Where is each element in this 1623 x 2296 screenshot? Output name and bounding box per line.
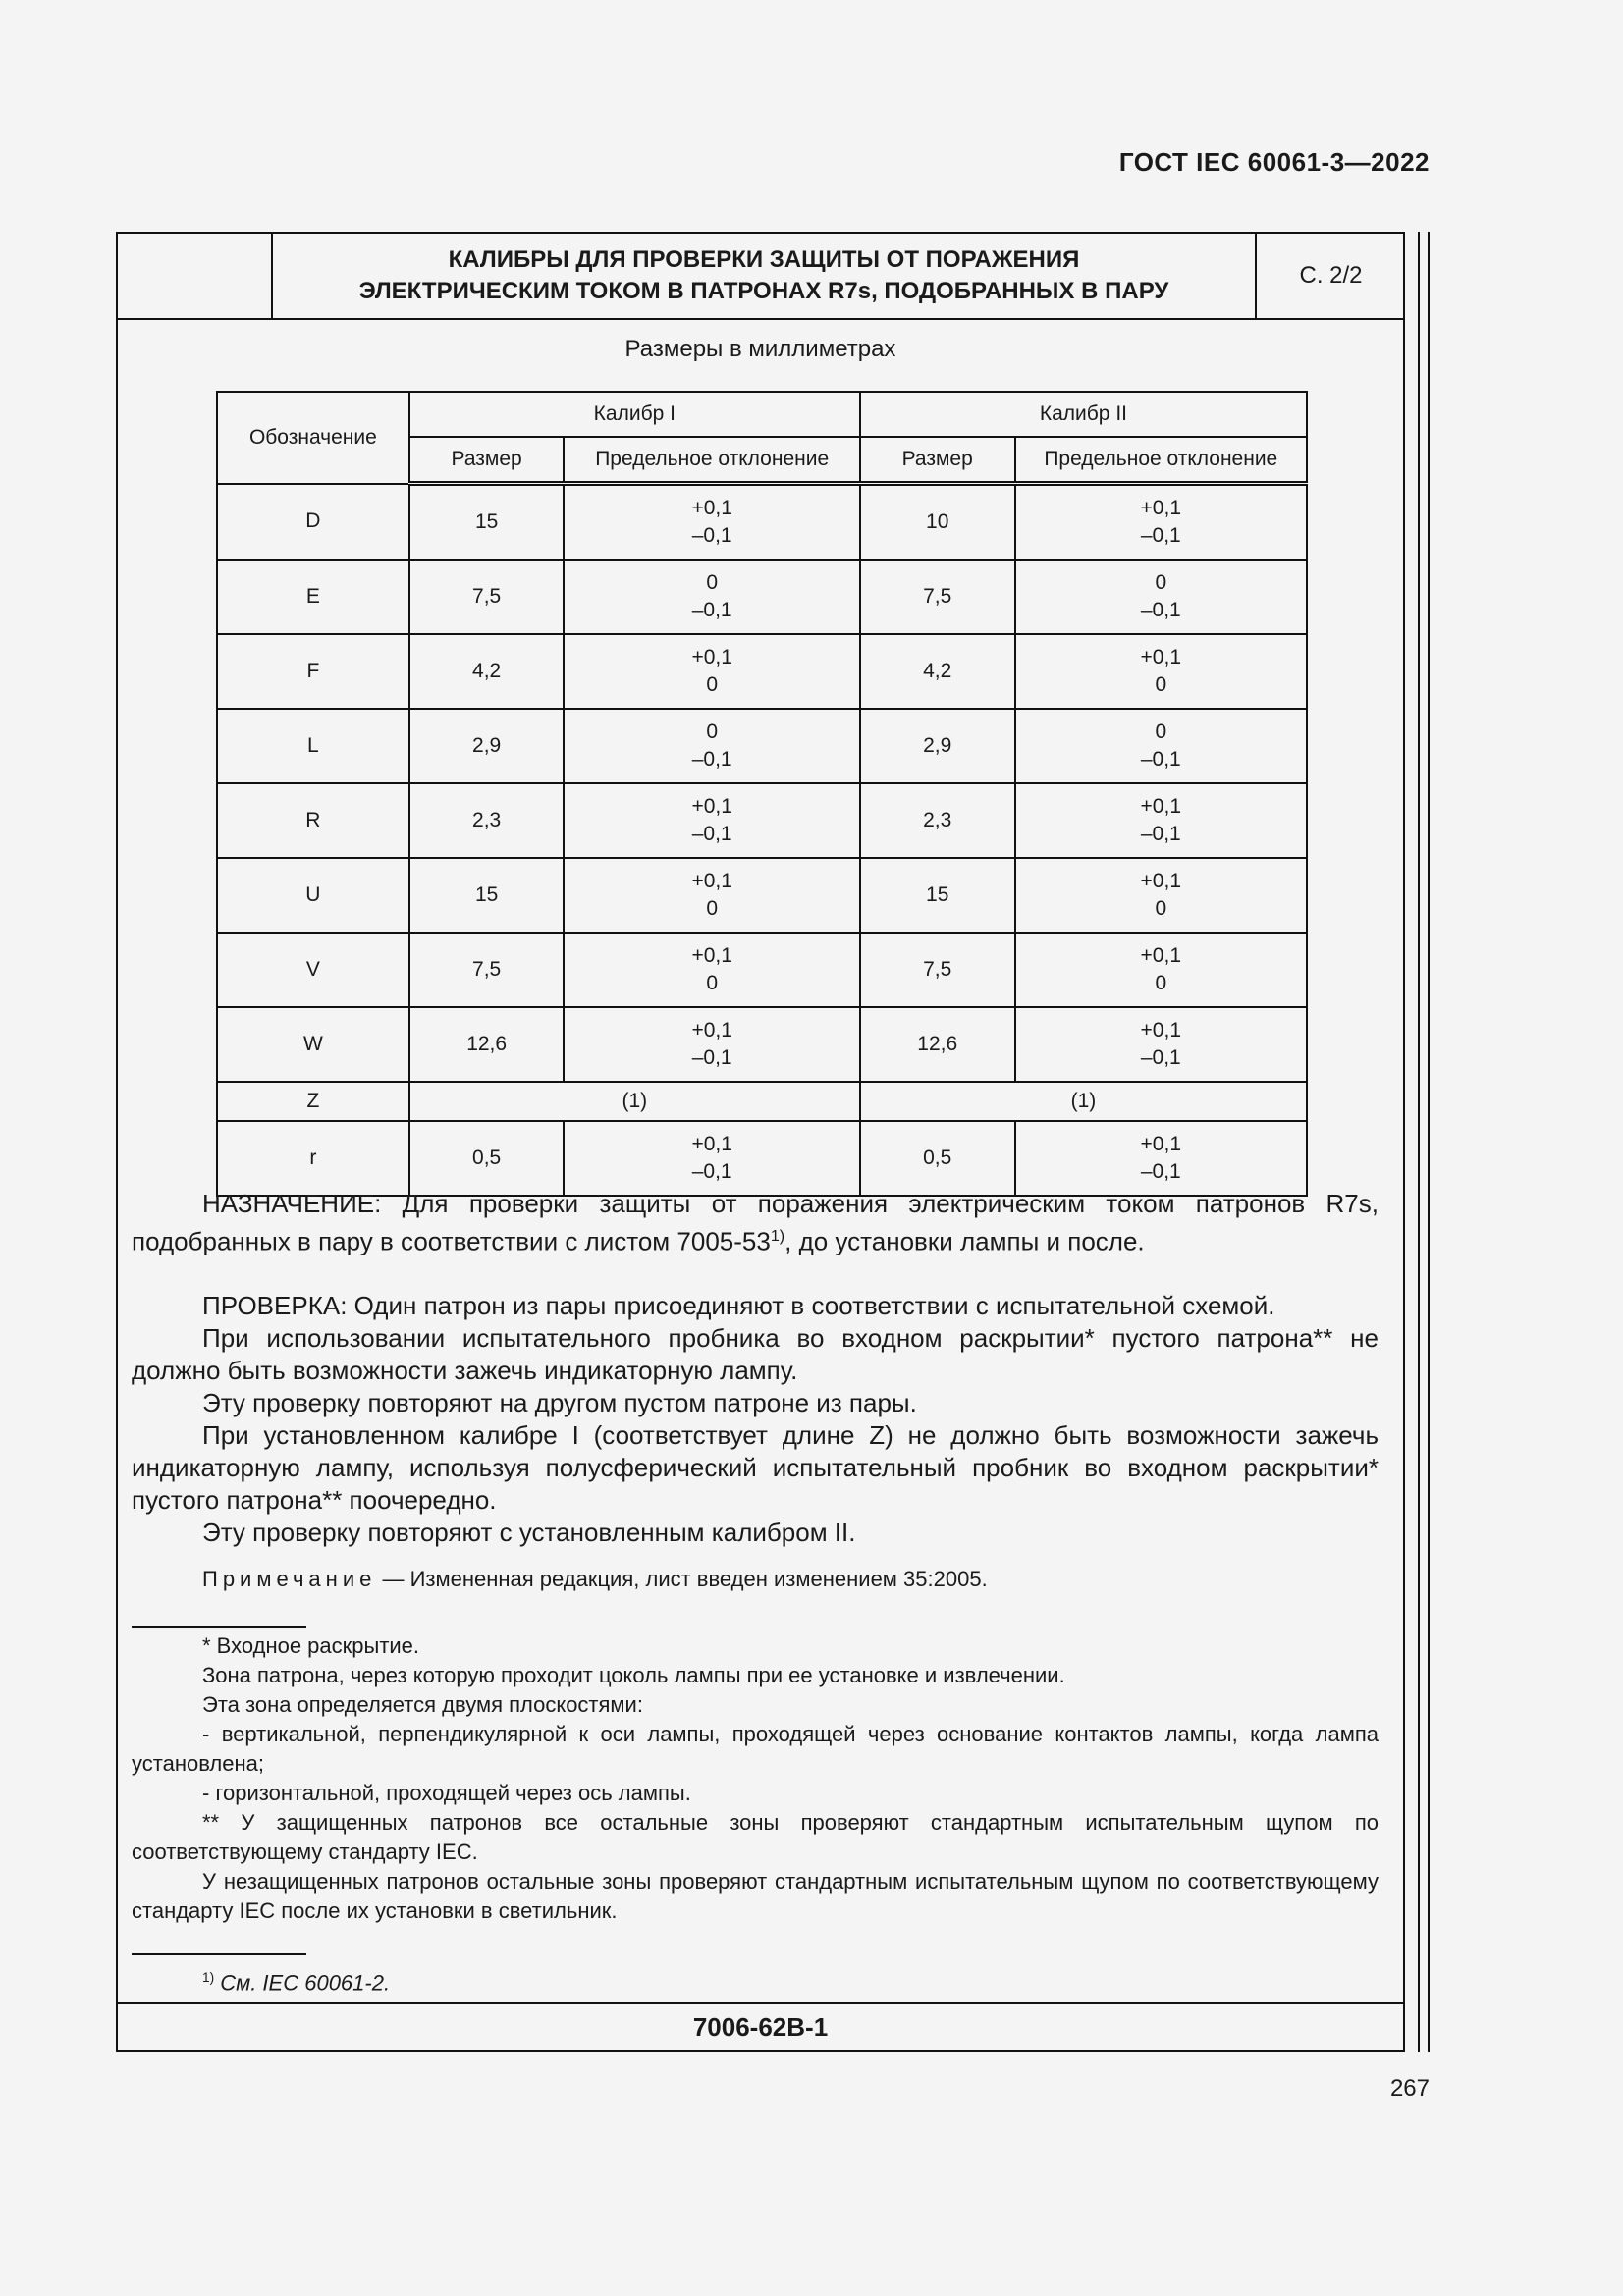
margin-line [1418,232,1420,2052]
designation-cell: F [217,634,409,709]
sheet-number: С. 2/2 [1255,234,1405,318]
lower-deviation: 0 [706,673,719,696]
upper-deviation: 0 [1155,571,1167,594]
size-cell: 12,6 [860,1007,1015,1082]
upper-deviation: +0,1 [1140,795,1182,818]
designation-cell: U [217,858,409,933]
col-designation-header: Обозначение [217,392,409,484]
lower-deviation: –0,1 [1140,823,1181,845]
size-cell: 7,5 [860,560,1015,634]
lower-deviation: 0 [706,972,719,994]
deviation-cell [564,484,859,561]
upper-deviation: +0,1 [691,944,732,967]
size-cell: 15 [409,484,565,561]
size-cell: 7,5 [409,560,565,634]
lower-deviation: 0 [706,897,719,920]
title-line-1: КАЛИБРЫ ДЛЯ ПРОВЕРКИ ЗАЩИТЫ ОТ ПОРАЖЕНИЯ [448,246,1080,273]
check-paragraph: При использовании испытательного пробника во входном раскрытии* пустого патрона** не должно быть возможности зажечь индикаторную лампу. [132,1322,1379,1385]
lower-deviation: –0,1 [691,524,732,547]
size-cell: 2,3 [860,783,1015,858]
lower-deviation: 0 [1155,673,1167,696]
upper-deviation: 0 [706,571,719,594]
col-size-header: Размер [409,437,565,484]
margin-line [1428,232,1430,2052]
deviation-cell [1015,634,1307,709]
upper-deviation: 0 [1155,721,1167,743]
table-body [217,484,1307,1083]
lower-deviation: –0,1 [691,1160,732,1183]
footnote: Эта зона определяется двумя плоскостями: [202,1692,643,1717]
deviation-cell [1015,484,1307,561]
designation-cell: L [217,709,409,783]
reference-footnote: $^{1)}$ См. IEC 60061-2. [202,1970,391,1996]
check-paragraph: ПРОВЕРКА: Один патрон из пары присоединяют в соответствии с испытательной схемой. [202,1290,1275,1320]
footnotes [132,1631,1379,1926]
upper-deviation: 0 [706,721,719,743]
upper-deviation: +0,1 [1140,1019,1182,1041]
footnote: - вертикальной, перпендикулярной к оси лампы, проходящей через основание контактов лампы, когда лампа установлена; [132,1722,1379,1776]
lower-deviation: –0,1 [1140,524,1181,547]
designation-cell: r [217,1121,409,1196]
size-cell: 2,9 [860,709,1015,783]
footnote: ** У защищенных патронов все остальные зоны проверяют стандартным испытательным щупом по соответствующему стандарту IEC. [132,1810,1379,1864]
designation-cell: E [217,560,409,634]
lower-deviation: –0,1 [691,823,732,845]
upper-deviation: +0,1 [691,870,732,892]
deviation-cell [1015,709,1307,783]
gauge-2-value: (1) [860,1082,1307,1121]
deviation-cell [564,560,859,634]
size-cell: 12,6 [409,1007,565,1082]
check-paragraph: Эту проверку повторяют с установленным калибром II. [202,1517,856,1547]
footnote: - горизонтальной, проходящей через ось лампы. [202,1781,691,1805]
deviation-cell [564,783,859,858]
footnote: У незащищенных патронов остальные зоны проверяют стандартным испытательным щупом по соответствующему стандарту IEC после их установки в светильник. [132,1869,1379,1923]
dimensions-table [216,391,1308,1197]
upper-deviation: +0,1 [691,1133,732,1155]
designation-cell: D [217,484,409,561]
main-text [132,1188,1379,1595]
upper-deviation: +0,1 [1140,1133,1182,1155]
table-row [217,933,1307,1007]
lower-deviation: –0,1 [1140,1160,1181,1183]
size-cell: 0,5 [860,1121,1015,1196]
deviation-cell [564,858,859,933]
lower-deviation: –0,1 [691,599,732,621]
deviation-cell [564,709,859,783]
sheet-footer-code: 7006-62B-1 [118,2002,1403,2050]
upper-deviation: +0,1 [1140,497,1182,519]
footnote: Зона патрона, через которую проходит цоколь лампы при ее установке и извлечении. [202,1663,1065,1687]
table-row [217,783,1307,858]
designation-cell: V [217,933,409,1007]
deviation-cell [1015,560,1307,634]
document-code: ГОСТ IEC 60061-3—2022 [1118,147,1430,177]
designation-cell: R [217,783,409,858]
upper-deviation: +0,1 [691,795,732,818]
lower-deviation: –0,1 [691,748,732,771]
upper-deviation: +0,1 [1140,944,1182,967]
upper-deviation: +0,1 [691,1019,732,1041]
deviation-cell [564,634,859,709]
table-row [217,1007,1307,1082]
col-size-header: Размер [860,437,1015,484]
table-row [217,634,1307,709]
deviation-cell [1015,1121,1307,1196]
lower-deviation: –0,1 [1140,1046,1181,1069]
deviation-cell [1015,1007,1307,1082]
deviation-cell [564,1007,859,1082]
size-cell: 15 [860,858,1015,933]
size-cell: 2,9 [409,709,565,783]
title-line-2: ЭЛЕКТРИЧЕСКИМ ТОКОМ В ПАТРОНАХ R7s, ПОДОБРАННЫХ В ПАРУ [358,278,1169,304]
size-cell: 10 [860,484,1015,561]
deviation-cell [1015,783,1307,858]
table-row [217,484,1307,561]
lower-deviation: –0,1 [1140,599,1181,621]
lower-deviation: 0 [1155,972,1167,994]
lower-deviation: 0 [1155,897,1167,920]
lower-deviation: –0,1 [691,1046,732,1069]
deviation-cell [564,933,859,1007]
upper-deviation: +0,1 [691,646,732,668]
upper-deviation: +0,1 [691,497,732,519]
lower-deviation: –0,1 [1140,748,1181,771]
check-paragraph: Эту проверку повторяют на другом пустом патроне из пары. [202,1387,917,1417]
col-deviation-header: Предельное отклонение [564,437,859,484]
sheet-frame [116,232,1405,2052]
deviation-cell [1015,858,1307,933]
gauge-2-header: Калибр II [860,392,1307,437]
gauge-1-value: (1) [409,1082,860,1121]
footnote-rule [132,1953,306,1955]
table-row [217,560,1307,634]
size-cell: 7,5 [860,933,1015,1007]
check-paragraph: При установленном калибре I (соответствует длине Z) не должно быть возможности зажечь индикаторную лампу, используя полусферический испытательный пробник во входном раскрытии* пустого патрона** поочередно. [132,1419,1379,1515]
table-row [217,1082,1307,1121]
note-paragraph: Примечание — Измененная редакция, лист введен изменением 35:2005. [202,1566,988,1591]
size-cell: 2,3 [409,783,565,858]
purpose-paragraph: НАЗНАЧЕНИЕ: Для проверки защиты от поражения электрическим током патронов R7s, подобранных в пару в соответствии с листом 7005-53$^{1)}$, до установки лампы и после. [132,1189,1379,1256]
gauge-1-header: Калибр I [409,392,860,437]
footnote: * Входное раскрытие. [202,1633,420,1658]
footnote-rule [132,1626,306,1628]
upper-deviation: +0,1 [1140,870,1182,892]
table-row [217,1121,1307,1196]
units-caption: Размеры в миллиметрах [624,336,896,362]
size-cell: 7,5 [409,933,565,1007]
upper-deviation: +0,1 [1140,646,1182,668]
size-cell: 4,2 [409,634,565,709]
designation-cell: Z [217,1082,409,1121]
table-row [217,709,1307,783]
sheet-title [273,234,1255,318]
page-number: 267 [1389,2075,1430,2102]
designation-cell: W [217,1007,409,1082]
header-empty-cell [118,234,273,318]
deviation-cell [1015,933,1307,1007]
col-deviation-header: Предельное отклонение [1015,437,1307,484]
size-cell: 0,5 [409,1121,565,1196]
sheet-header [118,234,1403,320]
deviation-cell [564,1121,859,1196]
size-cell: 15 [409,858,565,933]
table-row [217,858,1307,933]
size-cell: 4,2 [860,634,1015,709]
